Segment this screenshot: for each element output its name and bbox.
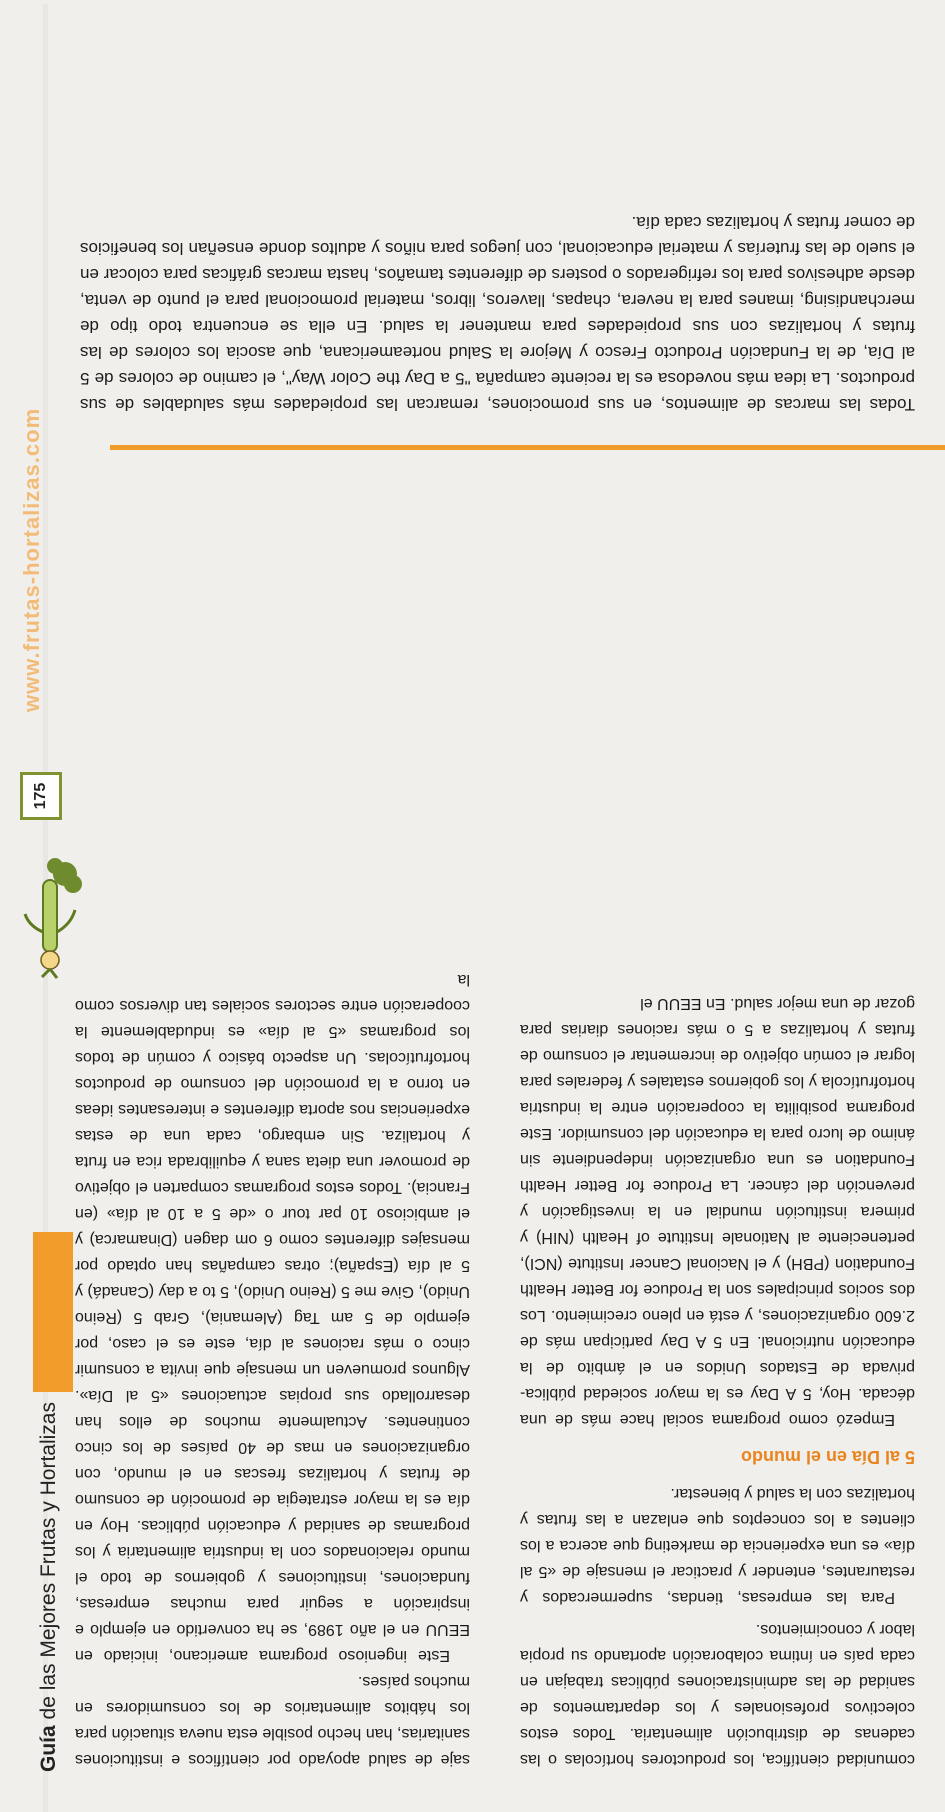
column-left bbox=[75, 492, 470, 1772]
column-left-paragraph-1: saje de salud apoyado por científicos e instituciones sanitarias, han hecho posible esta nueva situación para los hábitos alimentarios de los consumidores en muchos países. bbox=[75, 1673, 470, 1768]
orange-divider-rule bbox=[110, 445, 945, 450]
bottom-text-block: Todas las marcas de alimentos, en sus promociones, remarcan las propiedades más saludables de sus productos. La idea más novedosa es la reciente campaña "5 a Day the Color Way", el camino de colores de 5 al Día, de la Fundación Producto Fresco y Mejore la Salud norteamericana, que asocia los colores de las frutas y hortalizas con sus propiedades para mantener la salud. En ella se encuentra todo tipo de merchandising, imanes para la nevera, chapas, llaveros, libros, material promocional para el punto de venta, desde adhesivos para los refrigerados o posters de diferentes tamaños, hasta marcas gráficas para colocar en el suelo de las fruterías y material educacional, con juegos para niños y adultos donde enseñan los beneficios de comer frutas y hortalizas cada día. bbox=[80, 213, 915, 414]
page-number: 175 bbox=[20, 772, 62, 820]
website-url: www.frutas-hortalizas.com bbox=[19, 407, 44, 712]
mascot-vegetable-icon bbox=[10, 852, 85, 982]
section-heading: 5 al Día en el mundo bbox=[740, 1447, 915, 1467]
sidebar-orange-band bbox=[33, 1232, 73, 1392]
column-right-paragraph-2: Para las empresas, tiendas, supermercados y restaurantes, entender y practicar el mensaje de «5 al día» es una experiencia de marketing que acerca a los clientes a los conceptos que enlazan a las frutas y hortalizas con la salud y bienestar. bbox=[520, 1485, 915, 1606]
column-right bbox=[520, 492, 915, 1772]
guide-title: Guía de las Mejores Frutas y Hortalizas bbox=[36, 1402, 60, 1772]
column-left-paragraph-2: Este ingenioso programa americano, iniciado en EEUU en el año 1989, se ha convertido en ejemplo e inspiración a seguir para muchas empresas, fundaciones, instituciones y gobiernos de todo el mundo relacionados con la industria alimentaria y los programas de sanidad y educación públicas. Hoy en día es la mayor estrategia de promoción de consumo de frutas y hortalizas frescas en el mundo, con organizaciones en mas de 40 países de los cinco continentes. Actualmente muchos de ellos han desarrollado sus propias actuaciones «5 al Día». Algunos promueven un mensaje que invita a consumir cinco o más raciones al día, este es el caso, por ejemplo de 5 am Tag (Alemania), Grab 5 (Reino Unido), Give me 5 (Reino Unido), 5 to a day (Canadá) y 5 al día (España); otras campañas han optado por mensajes diferentes como 6 om dagen (Dinamarca) y el ambicioso 10 par tour o «de 5 a 10 al día» (en Francia). Todos estos programas comparten el objetivo de promover una dieta sana y equilibrada rica en fruta y hortaliza. Sin embargo, cada una de estas experiencias nos aporta diferentes e interesantes ideas en torno a la promoción del consumo de productos hortofrutícolas. Un aspecto básico y común de todos los programas «5 al día» es indudablemente la cooperación entre sectores sociales tan diversos como la bbox=[75, 971, 470, 1664]
section-paragraph: Empezó como programa social hace más de una década. Hoy, 5 A Day es la mayor sociedad pública-privada de Estados Unidos en el ámbito de la educación nutricional. En 5 A Day participan más de 2.600 organizaciones, y está en pleno crecimiento. Los dos socios principales son la Produce for Better Health Foundation (PBH) y el Nacional Cancer Institute (NCI), perteneciente al Nationale Institute of Health (NIH) y primera institución mundial en la investigación y prevención del cáncer. La Produce for Better Health Foundation es una organización independiente sin ánimo de lucro para la educación del consumidor. Este programa posibilita la cooperación entre la industria hortofrutícola y los gobiernos estatales y federales para lograr el común objetivo de incrementar el consumo de frutas y hortalizas a 5 o más raciones diarias para gozar de una mejor salud. En EEUU el bbox=[520, 995, 915, 1428]
column-right-paragraph-1: comunidad científica, los productores hortícolas o las cadenas de distribución alimentaria. Todos estos colectivos profesionales y los departamentos de sanidad de las administraciones públicas trabajan en cada país en íntima colaboración aportando su propia labor y conocimientos. bbox=[520, 1621, 915, 1768]
